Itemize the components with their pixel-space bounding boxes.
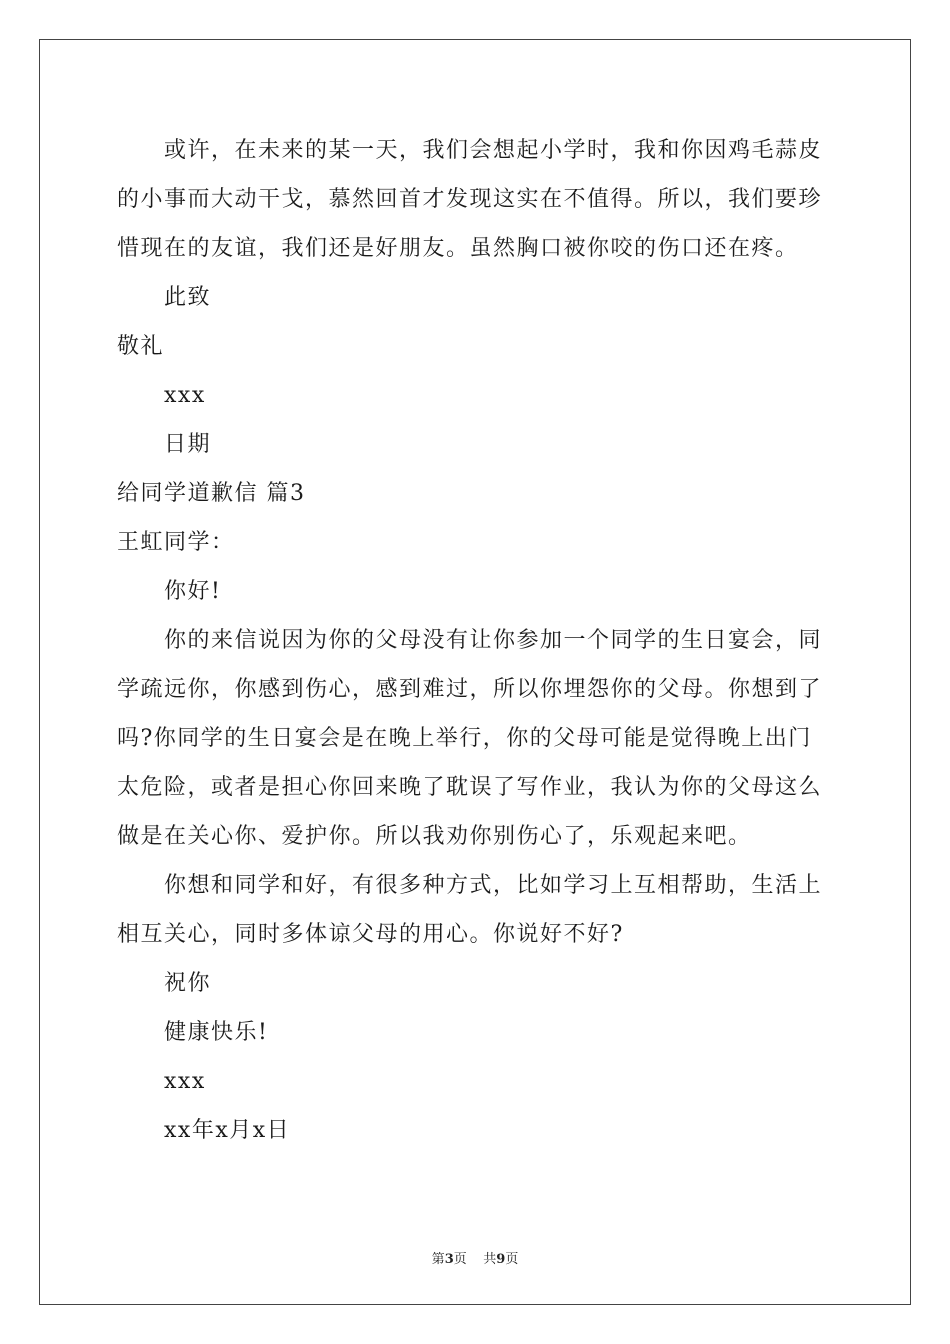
section-title: 给同学道歉信 篇3 (117, 481, 306, 506)
footer-suffix: 页 (505, 1252, 519, 1267)
salutation: 敬礼 (117, 334, 165, 359)
paragraph-line: 惜现在的友谊，我们还是好朋友。虽然胸口被你咬的伤口还在疼。 (117, 236, 799, 261)
footer-mid: 页 共 (453, 1252, 497, 1267)
date-line: 日期 (164, 432, 212, 457)
greeting: 你好! (164, 579, 222, 604)
letter-body (117, 126, 835, 1155)
signature: xxx (164, 383, 206, 408)
footer-prefix: 第 (431, 1252, 445, 1267)
current-page-number: 3 (444, 1252, 454, 1267)
closing-phrase: 祝你 (164, 971, 212, 996)
paragraph-line: 相互关心，同时多体谅父母的用心。你说好不好? (117, 922, 624, 947)
closing-phrase: 此致 (164, 285, 212, 310)
paragraph-line: 吗?你同学的生日宴会是在晚上举行，你的父母可能是觉得晚上出门 (117, 726, 812, 751)
date-line: xx年x月x日 (164, 1118, 291, 1143)
signature: xxx (164, 1069, 206, 1094)
paragraph-line: 你的来信说因为你的父母没有让你参加一个同学的生日宴会，同 (164, 628, 823, 653)
paragraph-line: 太危险，或者是担心你回来晚了耽误了写作业，我认为你的父母这么 (117, 775, 823, 800)
total-page-number: 9 (496, 1252, 506, 1267)
paragraph-line: 学疏远你，你感到伤心，感到难过，所以你埋怨你的父母。你想到了 (117, 677, 823, 702)
wish: 健康快乐! (164, 1020, 269, 1045)
page-footer (0, 1248, 950, 1267)
paragraph-line: 做是在关心你、爱护你。所以我劝你别伤心了，乐观起来吧。 (117, 824, 752, 849)
recipient: 王虹同学： (117, 530, 235, 555)
paragraph-line: 或许，在未来的某一天，我们会想起小学时，我和你因鸡毛蒜皮 (164, 138, 823, 163)
paragraph-line: 的小事而大动干戈，慕然回首才发现这实在不值得。所以，我们要珍 (117, 187, 823, 212)
paragraph-line: 你想和同学和好，有很多种方式，比如学习上互相帮助，生活上 (164, 873, 823, 898)
